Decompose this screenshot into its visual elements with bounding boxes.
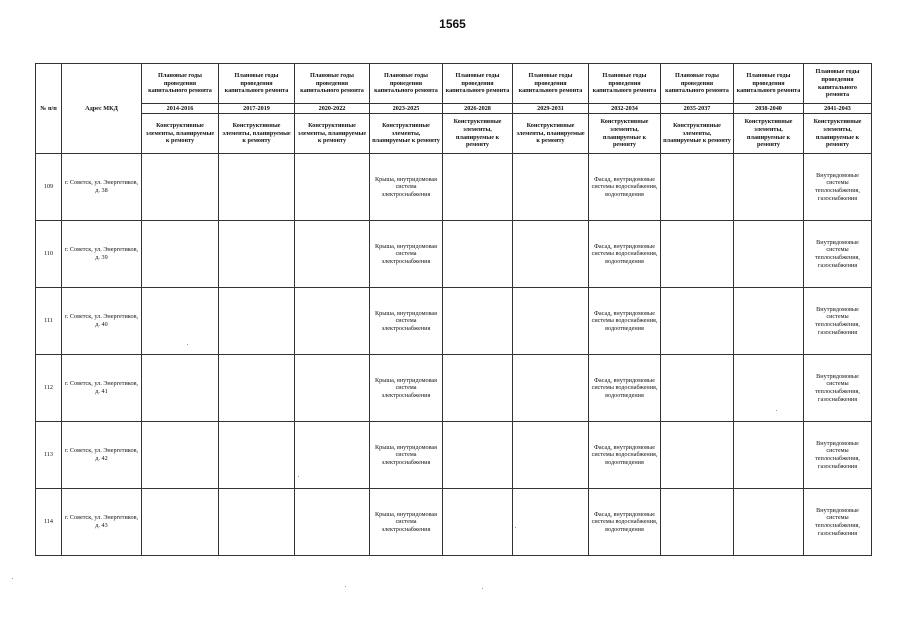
table-row [36,355,872,422]
period-cell [219,355,295,422]
period-cell [219,422,295,489]
table-row [36,154,872,221]
scan-speck [515,527,516,528]
plan-title: Плановые годы проведения капитального ремонта [370,64,443,104]
period-cell: Фасад, внутридомовые системы водоснабжения, водоотведения [589,489,661,556]
period-cell [142,221,219,288]
plan-title: Плановые годы проведения капитального ремонта [443,64,513,104]
row-number: 110 [36,221,62,288]
element-header: Конструктивные элементы, планируемые к ремонту [661,114,734,154]
period-cell [295,355,370,422]
period-cell [443,422,513,489]
period-cell [661,154,734,221]
plan-title: Плановые годы проведения капитального ремонта [219,64,295,104]
page-number: 1565 [439,17,466,31]
period-cell [734,355,804,422]
plan-title: Плановые годы проведения капитального ремонта [734,64,804,104]
period-cell [295,221,370,288]
period-cell [734,489,804,556]
period-cell [661,221,734,288]
table-row [36,288,872,355]
period-cell: Внутридомовые системы теплоснабжения, газоснабжения [804,422,872,489]
period-cell [513,355,589,422]
plan-title: Плановые годы проведения капитального ремонта [513,64,589,104]
address-header: Адрес МКД [62,64,142,154]
period-cell [513,422,589,489]
scan-speck [298,476,299,477]
period-header: 2020-2022 [295,104,370,114]
plan-title: Плановые годы проведения капитального ремонта [804,64,872,104]
num-header: № п/п [36,64,62,154]
row-address: г. Советск, ул. Энергетиков, д. 39 [62,221,142,288]
period-cell: Фасад, внутридомовые системы водоснабжения, водоотведения [589,355,661,422]
period-cell [661,422,734,489]
period-header: 2038-2040 [734,104,804,114]
period-cell [513,221,589,288]
scan-speck [776,410,777,411]
element-header: Конструктивные элементы, планируемые к ремонту [370,114,443,154]
period-cell [295,288,370,355]
row-address: г. Советск, ул. Энергетиков, д. 41 [62,355,142,422]
period-cell: Крыша, внутридомовая система электроснабжения [370,154,443,221]
period-cell [142,489,219,556]
element-header: Конструктивные элементы, планируемые к ремонту [142,114,219,154]
plan-title: Плановые годы проведения капитального ремонта [142,64,219,104]
period-cell [295,154,370,221]
period-cell [219,221,295,288]
period-header: 2041-2043 [804,104,872,114]
period-cell: Фасад, внутридомовые системы водоснабжения, водоотведения [589,422,661,489]
period-cell: Внутридомовые системы теплоснабжения, газоснабжения [804,489,872,556]
row-number: 111 [36,288,62,355]
period-cell [734,288,804,355]
period-cell [513,154,589,221]
row-number: 114 [36,489,62,556]
period-cell: Внутридомовые системы теплоснабжения, газоснабжения [804,288,872,355]
element-header: Конструктивные элементы, планируемые к ремонту [219,114,295,154]
header-period-row [36,104,872,114]
period-cell [443,489,513,556]
plan-title: Плановые годы проведения капитального ремонта [661,64,734,104]
row-address: г. Советск, ул. Энергетиков, д. 42 [62,422,142,489]
row-number: 109 [36,154,62,221]
element-header: Конструктивные элементы, планируемые к ремонту [295,114,370,154]
scan-speck [187,344,188,345]
period-cell: Фасад, внутридомовые системы водоснабжения, водоотведения [589,288,661,355]
capital-repair-table [35,63,872,556]
period-header: 2032-2034 [589,104,661,114]
period-cell [443,221,513,288]
period-cell [513,288,589,355]
table-row [36,489,872,556]
row-address: г. Советск, ул. Энергетиков, д. 43 [62,489,142,556]
period-cell [734,221,804,288]
row-address: г. Советск, ул. Энергетиков, д. 38 [62,154,142,221]
element-header: Конструктивные элементы, планируемые к ремонту [589,114,661,154]
element-header: Конструктивные элементы, планируемые к ремонту [734,114,804,154]
element-header: Конструктивные элементы, планируемые к ремонту [513,114,589,154]
period-cell [443,288,513,355]
period-header: 2023-2025 [370,104,443,114]
period-cell: Крыша, внутридомовая система электроснабжения [370,422,443,489]
period-cell [661,355,734,422]
header-plan-row [36,64,872,104]
period-cell: Крыша, внутридомовая система электроснабжения [370,221,443,288]
period-header: 2035-2037 [661,104,734,114]
period-cell [219,154,295,221]
period-header: 2029-2031 [513,104,589,114]
period-cell: Внутридомовые системы теплоснабжения, газоснабжения [804,355,872,422]
period-cell [661,288,734,355]
period-cell [295,489,370,556]
period-cell [443,154,513,221]
period-cell [734,422,804,489]
period-cell [219,288,295,355]
period-cell: Крыша, внутридомовая система электроснабжения [370,355,443,422]
header-element-row [36,114,872,154]
period-cell: Фасад, внутридомовые системы водоснабжения, водоотведения [589,154,661,221]
period-cell [295,422,370,489]
period-cell [142,422,219,489]
period-cell: Внутридомовые системы теплоснабжения, газоснабжения [804,154,872,221]
scan-speck [345,586,346,587]
period-header: 2014-2016 [142,104,219,114]
period-cell: Внутридомовые системы теплоснабжения, газоснабжения [804,221,872,288]
plan-title: Плановые годы проведения капитального ремонта [295,64,370,104]
table-row [36,422,872,489]
period-cell: Фасад, внутридомовые системы водоснабжения, водоотведения [589,221,661,288]
scan-speck [12,578,13,579]
period-cell: Крыша, внутридомовая система электроснабжения [370,288,443,355]
period-header: 2026-2028 [443,104,513,114]
period-cell [734,154,804,221]
period-cell [513,489,589,556]
scan-speck [482,588,483,589]
period-cell [661,489,734,556]
period-cell [142,154,219,221]
element-header: Конструктивные элементы, планируемые к ремонту [443,114,513,154]
period-cell [142,355,219,422]
row-number: 113 [36,422,62,489]
period-header: 2017-2019 [219,104,295,114]
plan-title: Плановые годы проведения капитального ремонта [589,64,661,104]
period-cell: Крыша, внутридомовая система электроснабжения [370,489,443,556]
period-cell [443,355,513,422]
row-address: г. Советск, ул. Энергетиков, д. 40 [62,288,142,355]
element-header: Конструктивные элементы, планируемые к ремонту [804,114,872,154]
period-cell [142,288,219,355]
period-cell [219,489,295,556]
table-row [36,221,872,288]
row-number: 112 [36,355,62,422]
